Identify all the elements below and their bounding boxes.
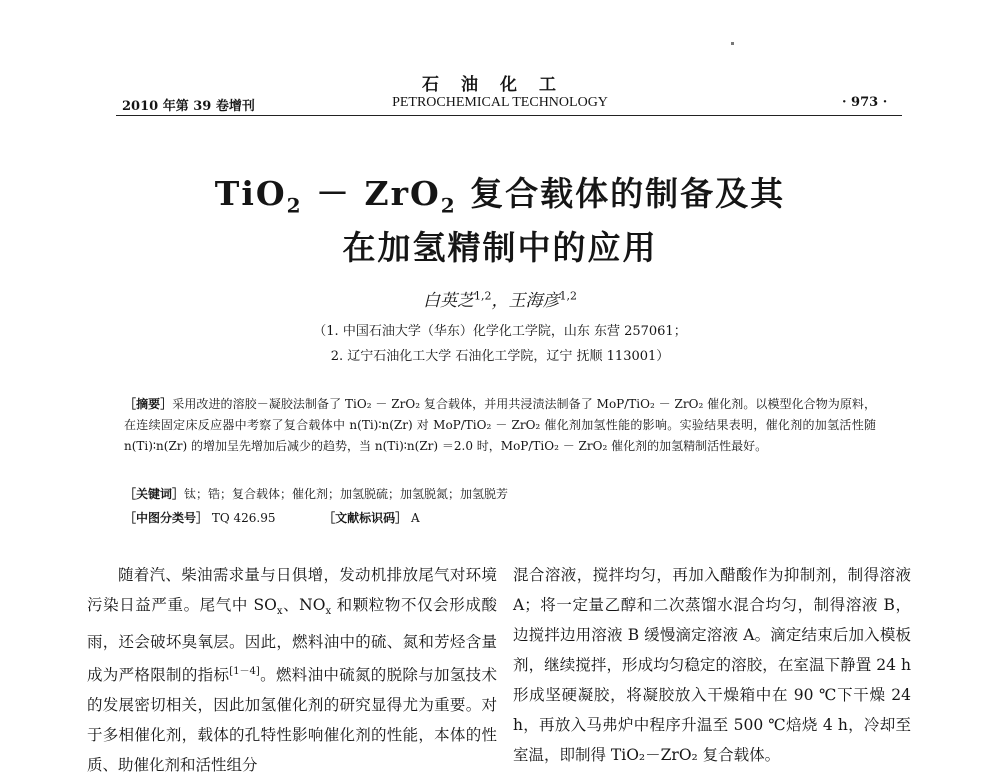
author-1: 白英芝 [423,291,474,311]
author-2-affiliation: 1,2 [559,289,577,303]
author-2: 王海彦 [508,291,560,311]
title-sub-2a: 2 [286,193,303,218]
doc-code-label: ［文献标识码］ [323,511,408,525]
clc-value: TQ 426.95 [211,511,276,525]
body-left-text-3: 和颗粒物不仅会形成酸雨，还会破坏臭氧层。因此，燃料油中的硫、氮和芳烃含量成为严格限制的指标 [87,596,497,685]
affiliation-2: 2. 辽宁石油化工大学 石油化工学院，辽宁 抚顺 113001） [330,349,670,364]
title-line-1 [0,168,1000,218]
subscript-x-1: x [276,606,283,618]
affiliation-1: （1. 中国石油大学（华东）化学化工学院，山东 东营 257061； [313,324,687,339]
abstract [124,394,876,457]
author-1-affiliation: 1,2 [474,289,492,303]
abstract-label: ［摘要］ [124,397,173,411]
issue-info: 2010 年第 39 卷增刊 [122,99,255,114]
journal-name-en: PETROCHEMICAL TECHNOLOGY [392,95,608,110]
keywords [124,485,508,502]
header-rule [116,115,902,116]
subscript-x-2: x [325,606,332,618]
body-left-text-1: 随着汽、柴油需求量与日俱增，发动机排放尾气对环境污染日益严重。尾气中 SO [87,566,497,614]
journal-name-cn: 石油化工 [422,75,578,95]
abstract-text: 采用改进的溶胶－凝胶法制备了 TiO₂ － ZrO₂ 复合载体，并用共浸渍法制备了 MoP/TiO₂ － ZrO₂ 催化剂。以模型化合物为原料，在连续固定床反应器中考察了复合载体中 n(Ti)∶n(Zr) 对 MoP/TiO₂ － ZrO₂ 催化剂加氢性能的影响。实验结果表明，催化剂的加氢活性随 n(Ti)∶n(Zr) 的增加呈先增加后减少的趋势，当 n(Ti)∶n(Zr) ＝2.0 时，MoP/TiO₂ － ZrO₂ 催化剂的加氢精制活性最好。 [124,397,876,453]
title-zro: － ZrO [302,174,441,213]
classification [124,509,420,526]
body-left-text-4: 。燃料油中硫氮的脱除与加氢技术的发展密切相关，因此加氢催化剂的研究显得尤为重要。对于多相催化剂，载体的孔特性影响催化剂的性能，本体的性质、助催化剂和活性组分 [87,666,497,775]
body-right-column: 混合溶液，搅拌均匀，再加入醋酸作为抑制剂，制得溶液 A；将一定量乙醇和二次蒸馏水混合均匀，制得溶液 B，边搅拌边用溶液 B 缓慢滴定溶液 A。滴定结束后加入模板剂，继续搅拌，形成均匀稳定的溶胶，在室温下静置 24 h 形成坚硬凝胶，将凝胶放入干燥箱中在 90 ℃下干燥 24 h，再放入马弗炉中程序升温至 500 ℃焙烧 4 h，冷却至室温，即制得 TiO₂－ZrO₂ 复合载体。 [513,566,911,764]
title-suffix: 复合载体的制备及其 [456,174,786,213]
page-number: · 973 · [842,95,888,110]
body-left-column [87,560,497,780]
title-line-2: 在加氢精制中的应用 [342,228,658,267]
keywords-label: ［关键词］ [124,487,185,501]
title-sub-2b: 2 [440,193,457,218]
title-tio: TiO [214,174,287,213]
author-separator: ， [491,291,509,311]
keywords-text: 钛；锆；复合载体；催化剂；加氢脱硫；加氢脱氮；加氢脱芳 [184,487,509,501]
scan-speck [731,42,734,45]
doc-code-value: A [411,511,420,525]
clc-label: ［中图分类号］ [124,511,209,525]
citation-ref: [1－4] [229,666,260,678]
authors [0,286,1000,311]
body-left-text-2: 、NO [282,596,326,614]
